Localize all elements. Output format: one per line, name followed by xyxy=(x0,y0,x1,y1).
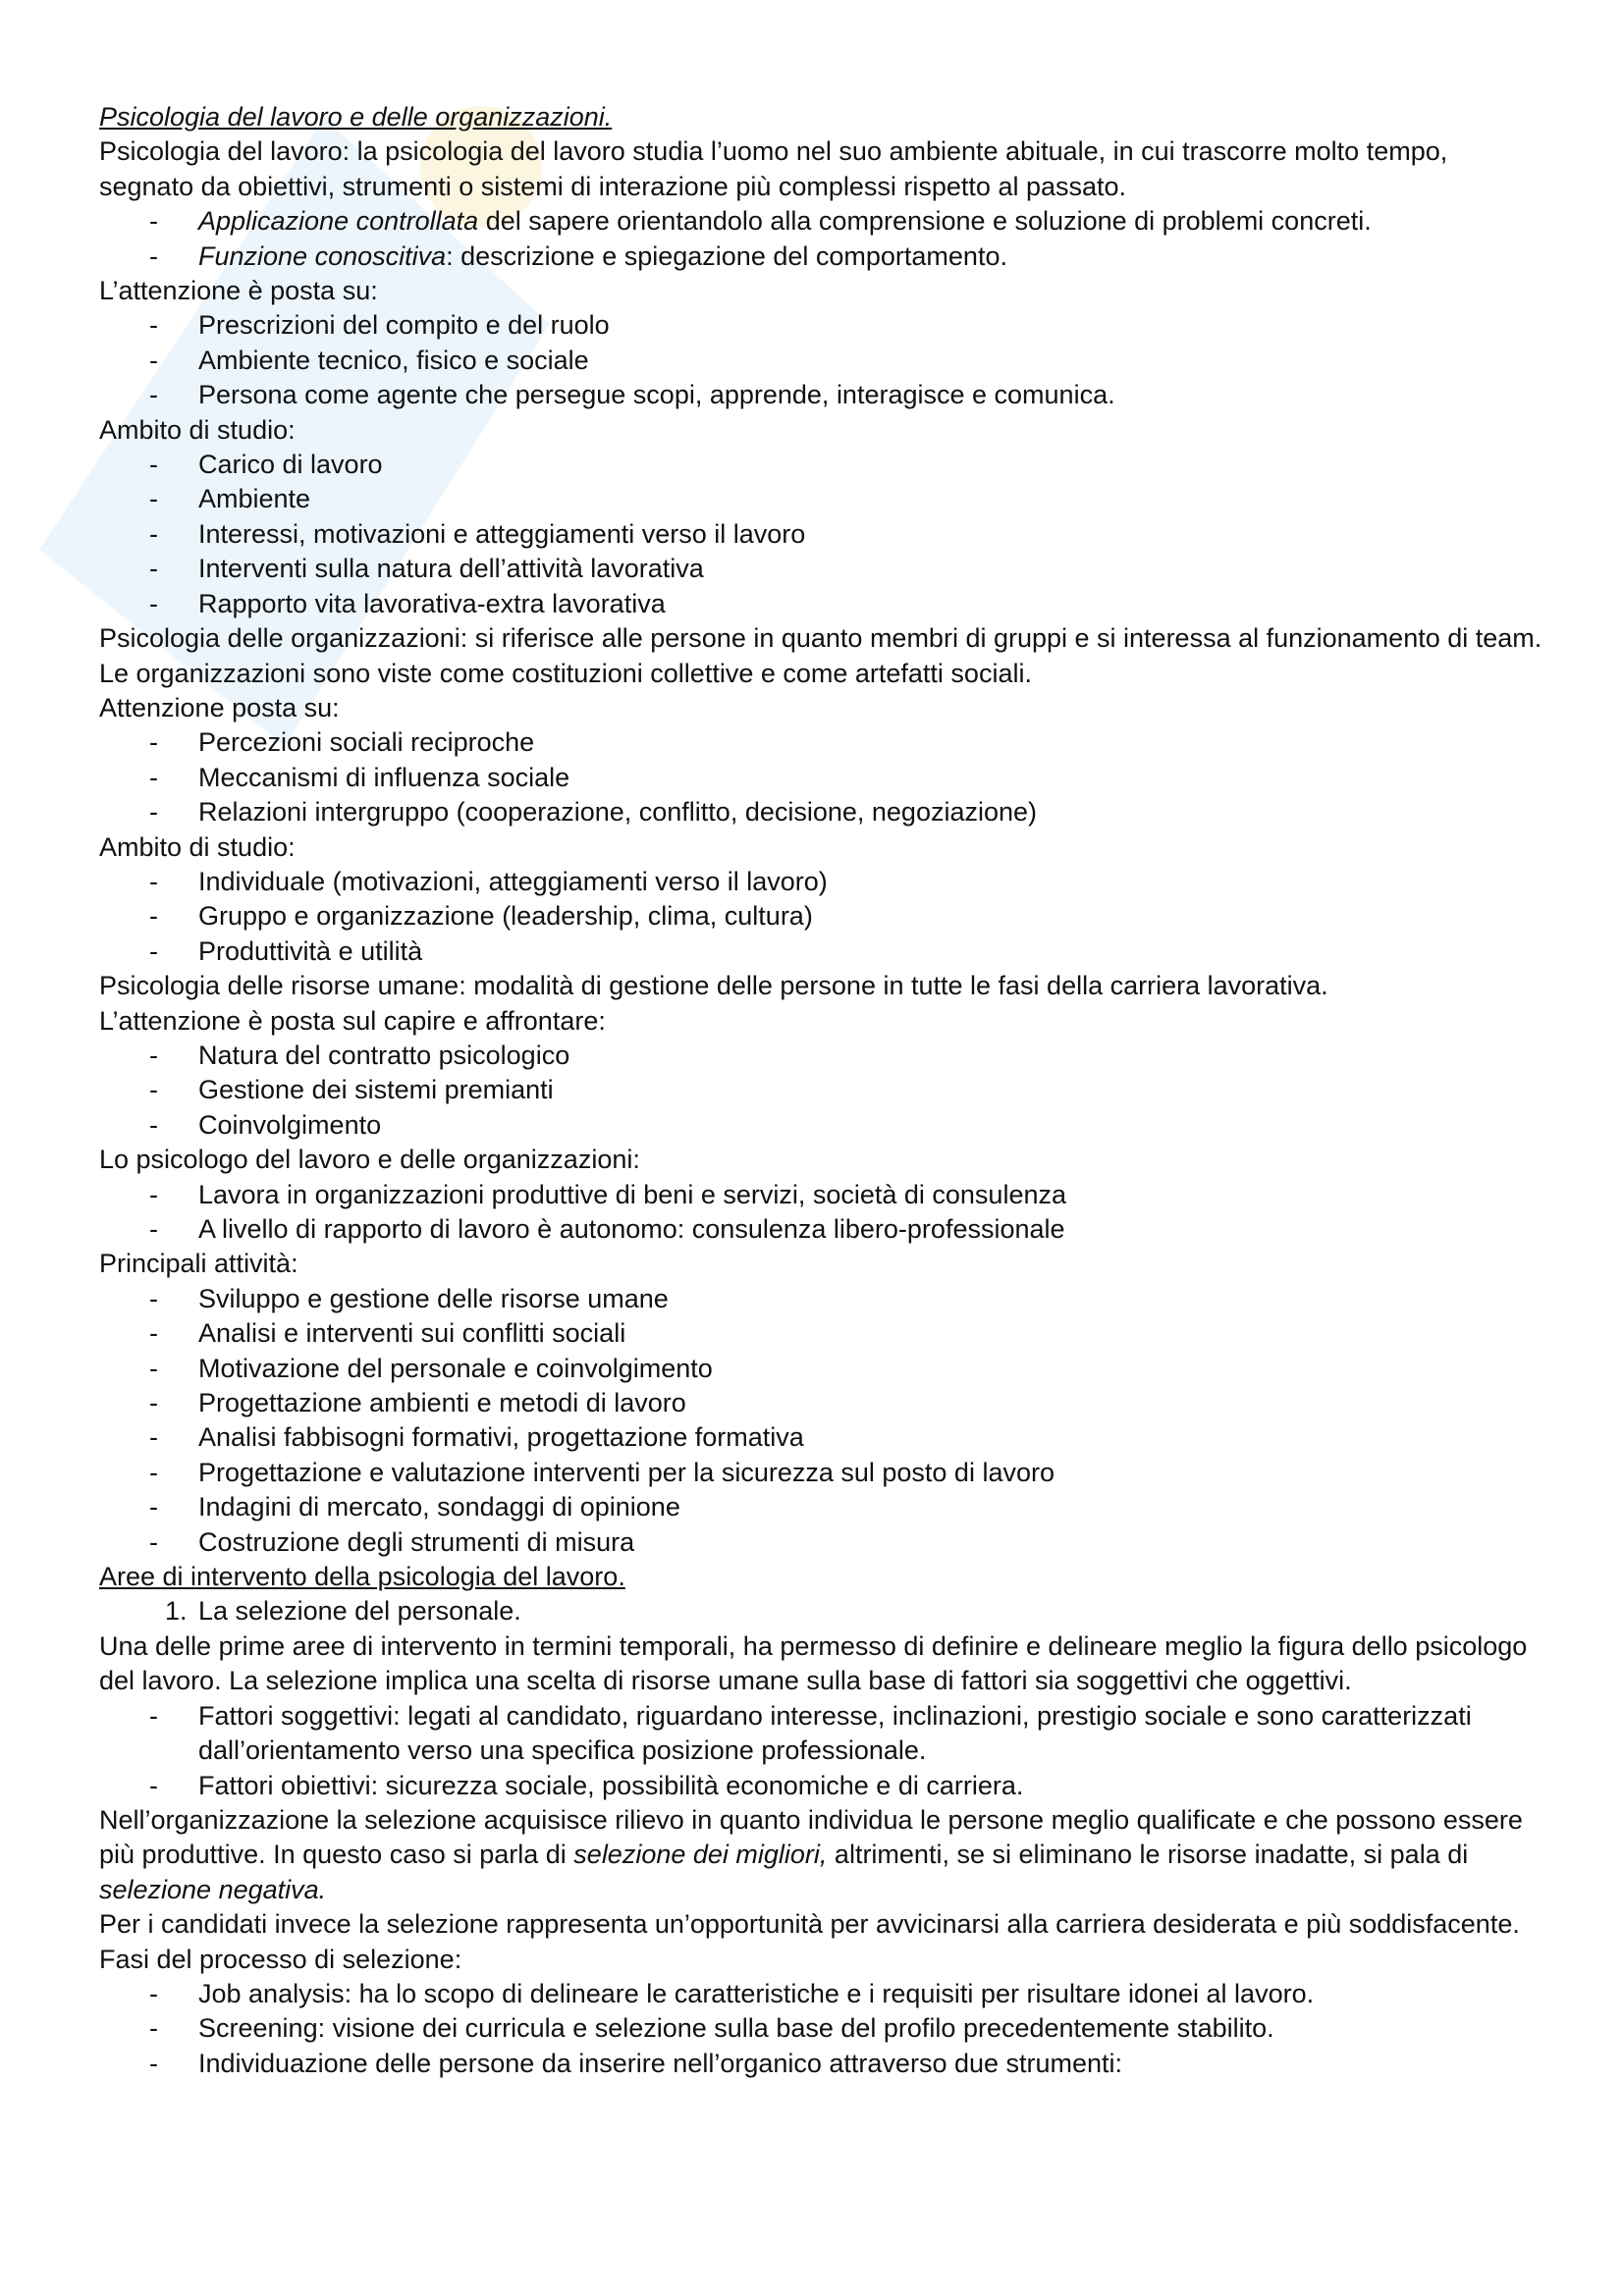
list-item: - Lavora in organizzazioni produttive di beni e servizi, società di consulenza xyxy=(149,1179,1066,1209)
list-item: - Progettazione e valutazione interventi per la sicurezza sul posto di lavoro xyxy=(149,1457,1055,1487)
list-item: - Relazioni intergruppo (cooperazione, conflitto, decisione, negoziazione) xyxy=(149,797,1038,828)
paragraph-risorse-umane: Psicologia delle risorse umane: modalità di gestione delle persone in tutte le fasi della carriera lavorativa. xyxy=(99,971,1328,1001)
list-item: - Motivazione del personale e coinvolgimento xyxy=(149,1353,713,1383)
list-item: - Interventi sulla natura dell’attività lavorativa xyxy=(149,554,704,584)
section-heading: L’attenzione è posta sul capire e affrontare: xyxy=(99,1005,606,1036)
list-item: - Fattori obiettivi: sicurezza sociale, possibilità economiche e di carriera. xyxy=(149,1770,1024,1800)
paragraph-organizzazione: Nell’organizzazione la selezione acquisisce rilievo in quanto individua le persone meglio qualificate e che possono essere più produttive. In questo caso si parla di selezione dei migliori, altrimenti, se si eliminano le risorse inadatte, si pala di selezione negativa. xyxy=(99,1804,1523,1904)
list-item: - Rapporto vita lavorativa-extra lavorativa xyxy=(149,588,666,618)
list-item: - Sviluppo e gestione delle risorse umane xyxy=(149,1283,669,1313)
list-item: - Carico di lavoro xyxy=(149,450,383,480)
list-item: - Screening: visione dei curricula e selezione sulla base del profilo precedentemente stabilito. xyxy=(149,2013,1274,2044)
document-body xyxy=(99,100,1542,2081)
list-item: - Meccanismi di influenza sociale xyxy=(149,762,570,792)
section-heading: L’attenzione è posta su: xyxy=(99,276,378,306)
section-heading: Attenzione posta su: xyxy=(99,692,340,722)
numbered-item: 1. La selezione del personale. xyxy=(165,1596,521,1627)
list-item: - Funzione conoscitiva: descrizione e spiegazione del comportamento. xyxy=(149,240,1007,271)
list-item: - Costruzione degli strumenti di misura xyxy=(149,1526,635,1557)
list-item: - Gruppo e organizzazione (leadership, clima, cultura) xyxy=(149,901,813,932)
list-item: - Individuale (motivazioni, atteggiamenti verso il lavoro) xyxy=(149,866,828,896)
list-item: - Ambiente xyxy=(149,484,311,514)
paragraph-psicologia-lavoro: Psicologia del lavoro: la psicologia del lavoro studia l’uomo nel suo ambiente abituale, in cui trascorre molto tempo, segnato da obiettivi, strumenti o sistemi di interazione più complessi rispetto al passato. xyxy=(99,136,1448,201)
section-heading: Lo psicologo del lavoro e delle organizzazioni: xyxy=(99,1145,640,1175)
list-item: - Job analysis: ha lo scopo di delineare le caratteristiche e i requisiti per risultare idonei al lavoro. xyxy=(149,1978,1315,2008)
list-item: - A livello di rapporto di lavoro è autonomo: consulenza libero-professionale xyxy=(149,1214,1065,1244)
paragraph-selezione: Una delle prime aree di intervento in termini temporali, ha permesso di definire e delineare meglio la figura dello psicologo del lavoro. La selezione implica una scelta di risorse umane sulla base di fattori sia soggettivi che oggettivi. xyxy=(99,1630,1528,1696)
list-item: - Analisi fabbisogni formativi, progettazione formativa xyxy=(149,1422,804,1453)
list-item: - Produttività e utilità xyxy=(149,935,423,966)
section-heading: Fasi del processo di selezione: xyxy=(99,1944,462,1974)
list-item: - Ambiente tecnico, fisico e sociale xyxy=(149,345,589,375)
section-heading: Principali attività: xyxy=(99,1249,298,1279)
document-title: Psicologia del lavoro e delle organizzazioni. xyxy=(99,102,613,132)
list-item: - Natura del contratto psicologico xyxy=(149,1040,570,1070)
list-item: - Coinvolgimento xyxy=(149,1109,382,1140)
list-item: - Individuazione delle persone da inserire nell’organico attraverso due strumenti: xyxy=(149,2048,1123,2078)
section-title-aree: Aree di intervento della psicologia del lavoro. xyxy=(99,1562,625,1592)
list-item: - Progettazione ambienti e metodi di lavoro xyxy=(149,1388,686,1418)
paragraph-psicologia-organizzazioni: Psicologia delle organizzazioni: si riferisce alle persone in quanto membri di gruppi e si interessa al funzionamento di team. Le organizzazioni sono viste come costituzioni collettive e come artefatti sociali. xyxy=(99,623,1542,688)
list-item: - Applicazione controllata del sapere orientandolo alla comprensione e soluzione di problemi concreti. xyxy=(149,206,1372,237)
list-item: - Prescrizioni del compito e del ruolo xyxy=(149,310,610,341)
section-heading: Ambito di studio: xyxy=(99,414,296,445)
list-item: - Fattori soggettivi: legati al candidato, riguardano interesse, inclinazioni, prestigio sociale e sono caratterizzati dall’orientamento verso una specifica posizione professionale. xyxy=(149,1700,1472,1766)
section-heading: Ambito di studio: xyxy=(99,831,296,862)
paragraph-candidati: Per i candidati invece la selezione rappresenta un’opportunità per avvicinarsi alla carriera desiderata e più soddisfacente. xyxy=(99,1909,1520,1940)
list-item: - Percezioni sociali reciproche xyxy=(149,727,535,758)
list-item: - Interessi, motivazioni e atteggiamenti verso il lavoro xyxy=(149,518,806,549)
list-item: - Indagini di mercato, sondaggi di opinione xyxy=(149,1492,680,1522)
list-item: - Gestione dei sistemi premianti xyxy=(149,1075,554,1105)
list-item: - Analisi e interventi sui conflitti sociali xyxy=(149,1318,626,1349)
list-item: - Persona come agente che persegue scopi, apprende, interagisce e comunica. xyxy=(149,380,1115,410)
